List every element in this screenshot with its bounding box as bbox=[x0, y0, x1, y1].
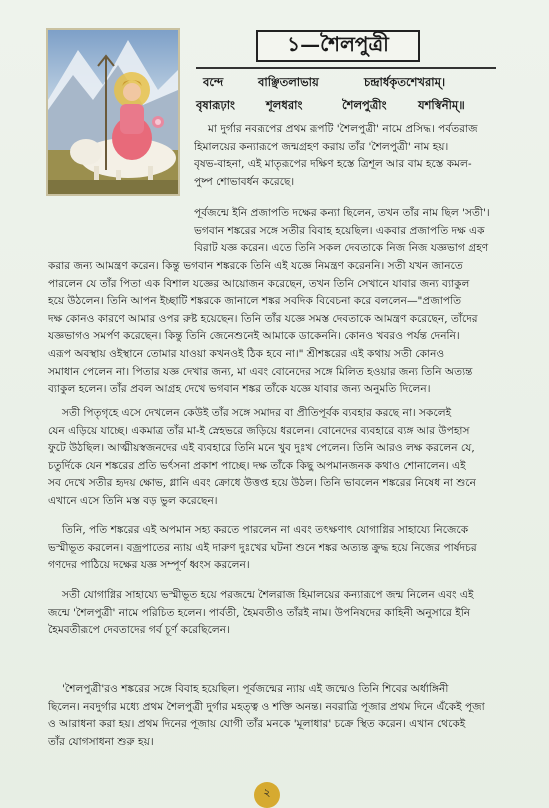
text-line: যেন এড়িয়ে যাচ্ছে। একমাত্র তাঁর মা-ই স্নেহভরে জড়িয়ে ধরলেন। বোনেদের ব্যবহারে ব্যঙ্গ আর উপহাস bbox=[48, 424, 470, 437]
text-line: যজ্ঞভাগও সমর্পণ করেছেন। কিন্তু তিনি জেনেশুনেই আমাকে ডাকেননি। কোনও খবরও পর্যন্ত দেননি। bbox=[48, 330, 460, 343]
text-line: ব্যাকুল হলেন। তাঁর প্রবল আগ্রহ দেখে ভগবান শঙ্কর তাঁকে যজ্ঞে যাবার জন্য অনুমতি দিলেন। bbox=[48, 383, 431, 396]
text-line: পারলেন যে তাঁর পিতা এক বিশাল যজ্ঞের আয়োজন করেছেন, তখন তিনি সেখানে যাবার জন্য ব্যাকুল bbox=[48, 277, 470, 290]
shloka-line2-word1: বৃষারূঢ়াং bbox=[196, 98, 236, 112]
text-line: ভস্মীভূত করলেন। বজ্রপাতের ন্যায় এই দারুণ দুঃখের ঘটনা শুনে শঙ্কর অত্যন্ত ক্রুদ্ধ হয়ে নিজের পার্ষদচর bbox=[48, 541, 477, 554]
text-line: হৈমবতীরূপে দেবতাদের গর্ব চূর্ণ করেছিলেন। bbox=[48, 624, 230, 637]
text-line: করার জন্য আমন্ত্রণ করেন। কিন্তু ভগবান শঙ্করকে তিনি এই যজ্ঞে নিমন্ত্রণ করেননি। সতী যখন জানতে bbox=[48, 260, 463, 272]
chapter-title: ১—শৈলপুত্রী bbox=[256, 30, 420, 62]
text-line: পূর্বজন্মে ইনি প্রজাপতি দক্ষের কন্যা ছিলেন, তখন তাঁর নাম ছিল 'সতী'। bbox=[194, 207, 490, 219]
text-line: দক্ষ কোনও কারণে আমার ওপর রুষ্ট হয়েছেন। তিনি তাঁর যজ্ঞে সমস্ত দেবতাকে আমন্ত্রণ করেছেন, তাঁদের bbox=[48, 312, 478, 325]
text-line: তাঁর যোগসাধনা শুরু হয়। bbox=[48, 735, 154, 748]
paragraph-sati-at-father-house bbox=[48, 405, 503, 511]
shloka-line1-word3: চন্দ্রার্ধকৃতশেখরাম্। bbox=[364, 75, 446, 89]
text-line: চতুর্দিকে যেন শঙ্করের প্রতি ভর্ৎসনা প্রকাশ পাচ্ছে। দক্ষ তাঁকে কিছু অপমানজনক কথাও শোনালেন। এই bbox=[48, 459, 466, 472]
text-line: বৃষভ-বাহনা, এই মাতৃরূপের দক্ষিণ হস্তে ত্রিশূল আর বাম হস্তে কমল- bbox=[194, 158, 472, 171]
paragraph-marriage-and-worship bbox=[48, 681, 503, 751]
text-line: বিরাট যজ্ঞ করেন। এতে তিনি সকল দেবতাকে নিজ নিজ যজ্ঞভাগ গ্রহণ bbox=[194, 242, 489, 255]
text-line: সব দেখে সতীর হৃদয় ক্ষোভ, গ্লানি এবং ক্রোধে উত্তপ্ত হয়ে উঠল। তিনি ভাবলেন শঙ্করের নিষেধ না শুনে bbox=[48, 477, 476, 490]
text-line: সমাধান পেলেন না। পিতার যজ্ঞ দেখার জন্য, মা এবং বোনেদের সঙ্গে মিলিত হওয়ার জন্য তিনি অত্যন্ত bbox=[48, 365, 473, 378]
shloka-line2-word4: যশস্বিনীম্॥ bbox=[418, 98, 465, 112]
text-line: এখানে এসে তিনি মস্ত বড় ভুল করেছেন। bbox=[48, 494, 218, 507]
goddess-shailaputri-image bbox=[46, 28, 180, 196]
paragraph-previous-birth-a bbox=[194, 205, 503, 258]
text-line: হয়ে উঠলেন। তিনি আপন ইচ্ছাটি শঙ্করকে জানালে শঙ্কর সবদিক বিবেচনা করে বললেন—"প্রজাপতি bbox=[48, 295, 462, 308]
shailaputri-illustration bbox=[48, 30, 178, 194]
text-line: পুষ্প শোভাবর্ধন করেছে। bbox=[194, 175, 295, 188]
text-line: সতী পিতৃগৃহে এসে দেখলেন কেউই তাঁর সঙ্গে সমাদর বা প্রীতিপূর্বক ব্যবহার করছে না। সকলেই bbox=[62, 407, 452, 419]
paragraph-self-immolation bbox=[48, 522, 503, 575]
shloka-line1-word2: বাঞ্ছিতলাভায় bbox=[258, 75, 319, 89]
text-line: ছিলেন। নবদুর্গার মধ্যে প্রথম শৈলপুত্রী দুর্গার মহত্ত্ব ও শক্তি অনন্ত। নবরাত্রি পূজার প্রথম দিনে এঁকেই পূজা bbox=[48, 700, 485, 713]
text-line: ভগবান শঙ্করের সঙ্গে সতীর বিবাহ হয়েছিল। একবার প্রজাপতি দক্ষ এক bbox=[194, 224, 485, 237]
shloka-line1-word1: বন্দে bbox=[203, 75, 224, 89]
text-line: ফুটে উঠছিল। আত্মীয়স্বজনদের এই ব্যবহারে তিনি মনে খুব দুঃখ পেলেন। তিনি আরও লক্ষ করলেন যে, bbox=[48, 442, 475, 455]
text-line: ও আরাধনা করা হয়। প্রথম দিনের পূজায় যোগী তাঁর মনকে 'মূলাধার' চক্রে স্থিত করেন। এখান থেকেই bbox=[48, 718, 466, 731]
text-line: জন্মে 'শৈলপুত্রী' নামে পরিচিত হলেন। পার্বতী, হৈমবতীও তাঁরই নাম। উপনিষদের কাহিনী অনুসারে ইনি bbox=[48, 606, 471, 619]
text-line: মা দুর্গার নবরূপের প্রথম রূপটি 'শৈলপুত্রী' নামে প্রসিদ্ধ। পর্বতরাজ bbox=[208, 123, 478, 135]
text-line: 'শৈলপুত্রী'রও শঙ্করের সঙ্গে বিবাহ হয়েছিল। পূর্বজন্মের ন্যায় এই জন্মেও তিনি শিবের অর্ধাঙ্গিনী bbox=[62, 683, 449, 695]
paragraph-previous-birth-b bbox=[48, 258, 503, 399]
shloka-line2-word3: শৈলপুত্রীং bbox=[342, 98, 387, 112]
shloka-line2-word2: শূলধরাং bbox=[266, 98, 303, 112]
text-line: সতী যোগাগ্নির সাহায্যে ভস্মীভূত হয়ে পরজন্মে শৈলরাজ হিমালয়ের কন্যারূপে জন্ম নিলেন এবং এই bbox=[62, 589, 474, 601]
text-line: তিনি, পতি শঙ্করের এই অপমান সহ্য করতে পারলেন না এবং তৎক্ষণাৎ যোগাগ্নির সাহায্যে নিজেকে bbox=[62, 524, 469, 536]
text-line: গণদের পাঠিয়ে দক্ষের যজ্ঞ সম্পূর্ণ ধ্বংস করলেন। bbox=[48, 559, 250, 572]
page-number: ২ bbox=[254, 782, 280, 808]
title-underline bbox=[196, 67, 496, 69]
text-line: হিমালয়ের কন্যারূপে জন্মগ্রহণ করায় তাঁর 'শৈলপুত্রী' নাম হয়। bbox=[194, 140, 449, 153]
text-line: এরূপ অবস্থায় ওইস্থানে তোমার যাওয়া কখনওই ঠিক হবে না।" শ্রীশঙ্করের এই কথায় সতী কোনও bbox=[48, 347, 445, 360]
paragraph-rebirth bbox=[48, 587, 503, 640]
paragraph-intro bbox=[194, 121, 503, 191]
